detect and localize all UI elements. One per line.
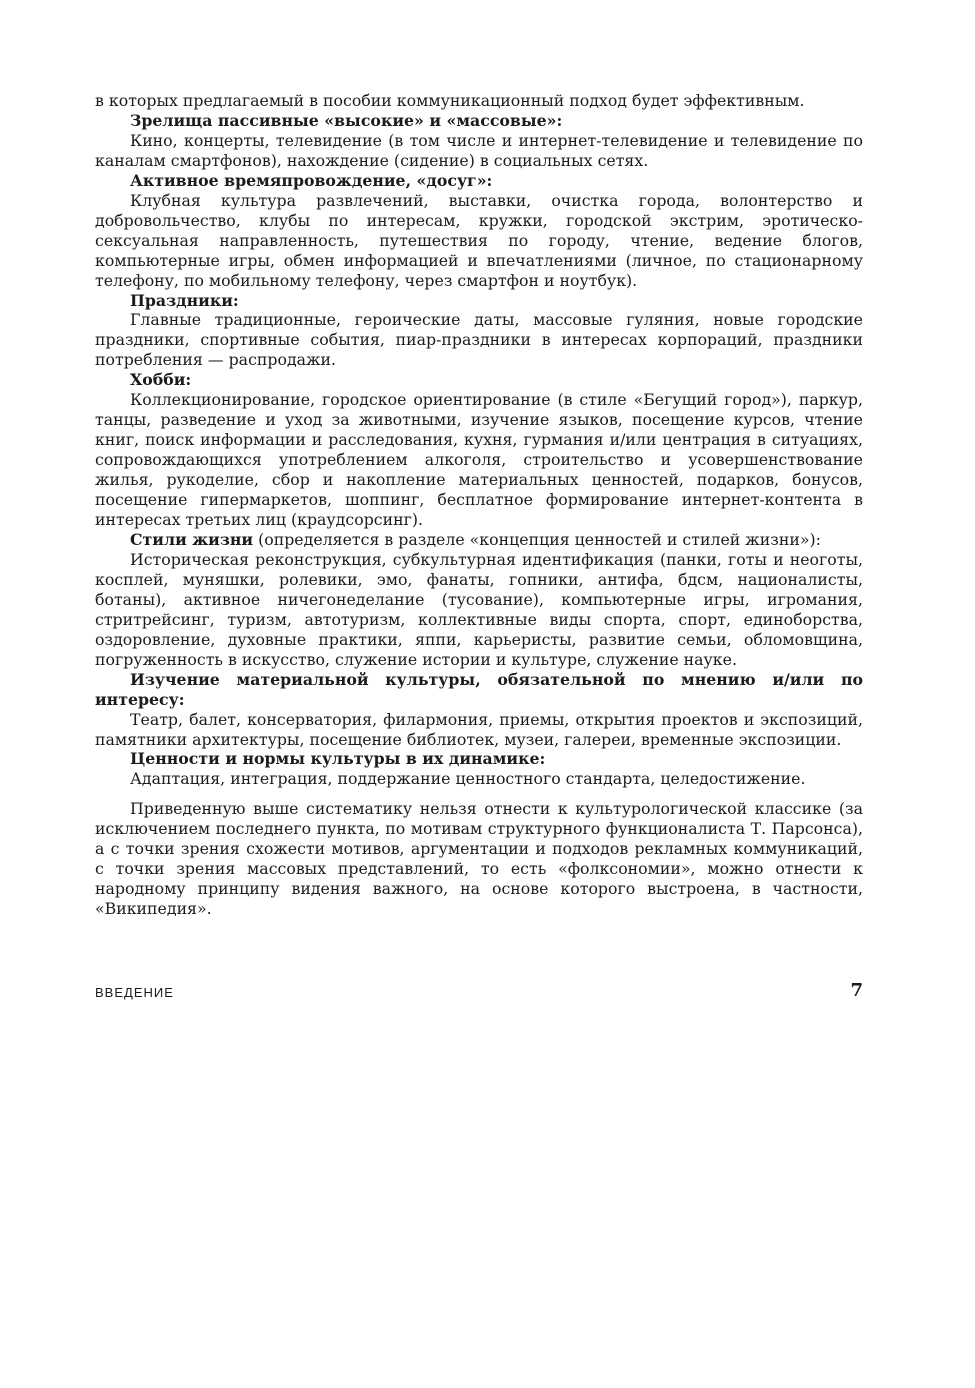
paragraph-text: Главные традиционные, героические даты, массовые гуляния, новые городские праздники, спортивные события, пиар-праздники в интересах корпораций, праздники потребления — распродажи.	[95, 310, 863, 370]
paragraph	[95, 530, 863, 550]
paragraph	[95, 91, 863, 111]
bold-lead: Активное времяпровождение, «досуг»:	[130, 170, 493, 190]
section-heading	[95, 171, 863, 191]
page-body	[95, 91, 863, 919]
section-heading	[95, 670, 863, 710]
paragraph	[95, 310, 863, 370]
paragraph-text: Историческая реконструкция, субкультурная идентификация (панки, готы и неоготы, косплей, муняшки, ролевики, эмо, фанаты, гопники, антифа, бдсм, националисты, ботаны), активное ничегонеделание (тусование), компьютерные игры, игромания, стритрейсинг, туризм, автотуризм, коллективные виды спорта, спорт, единоборства, оздоровление, духовные практики, яппи, карьеристы, развитие семьи, обломовщина, погруженность в искусство, служение истории и культуре, служение науке.	[95, 549, 863, 669]
bold-lead: Изучение материальной культуры, обязательной по мнению и/или по интересу:	[95, 669, 863, 709]
bold-lead: Праздники:	[130, 290, 239, 310]
bold-lead: Ценности и нормы культуры в их динамике:	[130, 749, 546, 769]
paragraph	[95, 769, 863, 789]
section-heading	[95, 111, 863, 131]
paragraph	[95, 710, 863, 750]
paragraph	[95, 390, 863, 530]
paragraph-text: в которых предлагаемый в пособии коммуникационный подход будет эффективным.	[95, 91, 805, 110]
bold-lead: Стили жизни	[130, 529, 254, 549]
paragraph	[95, 799, 863, 919]
bold-lead: Зрелища пассивные «высокие» и «массовые»:	[130, 110, 563, 130]
paragraph-text: Клубная культура развлечений, выставки, очистка города, волонтерство и добровольчество, клубы по интересам, кружки, городской экстрим, эротическо-сексуальная направленность, путешествия по городу, чтение, ведение блогов, компьютерные игры, обмен информацией и впечатлениями (личное, по стационарному телефону, по мобильному телефону, через смартфон и ноутбук).	[95, 190, 863, 290]
paragraph-text: (определяется в разделе «концепция ценностей и стилей жизни»):	[253, 529, 821, 549]
paragraph-text: Адаптация, интеграция, поддержание ценностного стандарта, целедостижение.	[130, 769, 806, 789]
paragraph	[95, 131, 863, 171]
paragraph-text: Кино, концерты, телевидение (в том числе и интернет-телевидение и телевидение по каналам смартфонов), нахождение (сидение) в социальных сетях.	[95, 130, 863, 170]
page-number: 7	[850, 980, 863, 1001]
section-heading	[95, 749, 863, 769]
bold-lead: Хобби:	[130, 370, 192, 390]
paragraph-text: Коллекционирование, городское ориентирование (в стиле «Бегущий город»), паркур, танцы, разведение и уход за животными, изучение языков, посещение курсов, чтение книг, поиск информации и расследования, кухня, гурмания и/или центрация в ситуациях, сопровождающихся употреблением алкоголя, строительство и усовершенствование жилья, рукоделие, сбор и накопление материальных ценностей, подарков, бонусов, посещение гипермаркетов, шоппинг, бесплатное формирование интернет-контента в интересах третьих лиц (краудсорсинг).	[95, 390, 863, 530]
section-heading	[95, 370, 863, 390]
paragraph	[95, 191, 863, 291]
paragraph-text: Театр, балет, консерватория, филармония, приемы, открытия проектов и экспозиций, памятники архитектуры, посещение библиотек, музеи, галереи, временные экспозиции.	[95, 709, 863, 749]
running-footer-section: ВВЕДЕНИЕ	[95, 985, 174, 1000]
section-heading	[95, 291, 863, 311]
paragraph-text: Приведенную выше систематику нельзя отнести к культурологической классике (за исключением последнего пункта, по мотивам структурного функционалиста Т. Парсонса), а с точки зрения схожести мотивов, аргументации и подходов рекламных коммуникаций, с точки зрения массовых представлений, то есть «фолксономии», можно отнести к народному принципу видения важного, на основе которого выстроена, в частности, «Википедия».	[95, 799, 863, 919]
paragraph	[95, 550, 863, 670]
